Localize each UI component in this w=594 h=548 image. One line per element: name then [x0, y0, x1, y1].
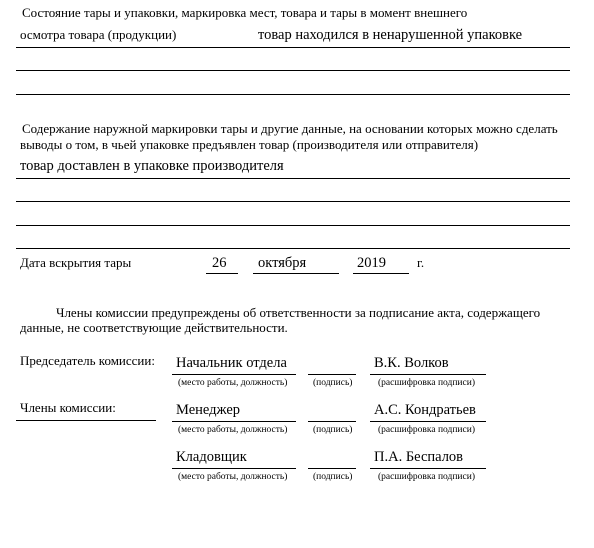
- member1-position-caption: (место работы, должность): [178, 425, 288, 435]
- members-label-underline: [16, 420, 156, 421]
- member1-position[interactable]: Менеджер: [176, 402, 241, 418]
- member2-signature-line[interactable]: [308, 468, 356, 469]
- section2-value[interactable]: товар доставлен в упаковке производителя: [20, 158, 284, 174]
- opening-date-day[interactable]: 26: [212, 255, 227, 271]
- section1-label-line2: осмотра товара (продукции): [20, 27, 177, 42]
- member2-signature-caption: (подпись): [313, 472, 353, 482]
- opening-date-month-underline: [253, 273, 339, 274]
- chairman-label: Председатель комиссии:: [20, 353, 155, 368]
- chairman-name-underline: [370, 374, 486, 375]
- section2-underline-4: [16, 248, 570, 249]
- opening-date-month[interactable]: октября: [258, 255, 307, 271]
- member2-decoding-caption: (расшифровка подписи): [378, 472, 475, 482]
- opening-date-label: Дата вскрытия тары: [20, 255, 132, 270]
- chairman-signature-line[interactable]: [308, 374, 356, 375]
- chairman-position-caption: (место работы, должность): [178, 378, 288, 388]
- section1-value[interactable]: товар находился в ненарушенной упаковке: [258, 27, 523, 43]
- member1-name-underline: [370, 421, 486, 422]
- section2-label-line1: Содержание наружной маркировки тары и другие данные, на основании которых можно сделать: [22, 121, 558, 136]
- section1-underline-2: [16, 70, 570, 71]
- section1-underline-3: [16, 94, 570, 95]
- member1-signature-caption: (подпись): [313, 425, 353, 435]
- section2-underline-2: [16, 201, 570, 202]
- section1-label-line1: Состояние тары и упаковки, маркировка мест, товара и тары в момент внешнего: [22, 5, 468, 20]
- member2-name[interactable]: П.А. Беспалов: [374, 449, 464, 465]
- chairman-decoding-caption: (расшифровка подписи): [378, 378, 475, 388]
- members-label: Члены комиссии:: [20, 400, 116, 415]
- section2-underline-1: [16, 178, 570, 179]
- member1-position-underline: [172, 421, 296, 422]
- warning-line1: Члены комиссии предупреждены об ответственности за подписание акта, содержащего: [56, 305, 541, 320]
- section1-underline-1: [16, 47, 570, 48]
- member2-name-underline: [370, 468, 486, 469]
- opening-date-day-underline: [206, 273, 238, 274]
- chairman-name[interactable]: В.К. Волков: [374, 355, 449, 371]
- section2-label-line2: выводы о том, в чьей упаковке предъявлен товар (производителя или отправителя): [20, 137, 479, 152]
- member2-position[interactable]: Кладовщик: [176, 449, 247, 465]
- member2-position-underline: [172, 468, 296, 469]
- chairman-position-underline: [172, 374, 296, 375]
- chairman-signature-caption: (подпись): [313, 378, 353, 388]
- member1-decoding-caption: (расшифровка подписи): [378, 425, 475, 435]
- chairman-position[interactable]: Начальник отдела: [176, 355, 287, 371]
- opening-date-year[interactable]: 2019: [357, 255, 386, 271]
- member1-name[interactable]: А.С. Кондратьев: [374, 402, 476, 418]
- member1-signature-line[interactable]: [308, 421, 356, 422]
- opening-date-year-suffix: г.: [417, 255, 425, 270]
- warning-line2: данные, не соответствующие действительности.: [20, 320, 288, 335]
- member2-position-caption: (место работы, должность): [178, 472, 288, 482]
- section2-underline-3: [16, 225, 570, 226]
- opening-date-year-underline: [353, 273, 409, 274]
